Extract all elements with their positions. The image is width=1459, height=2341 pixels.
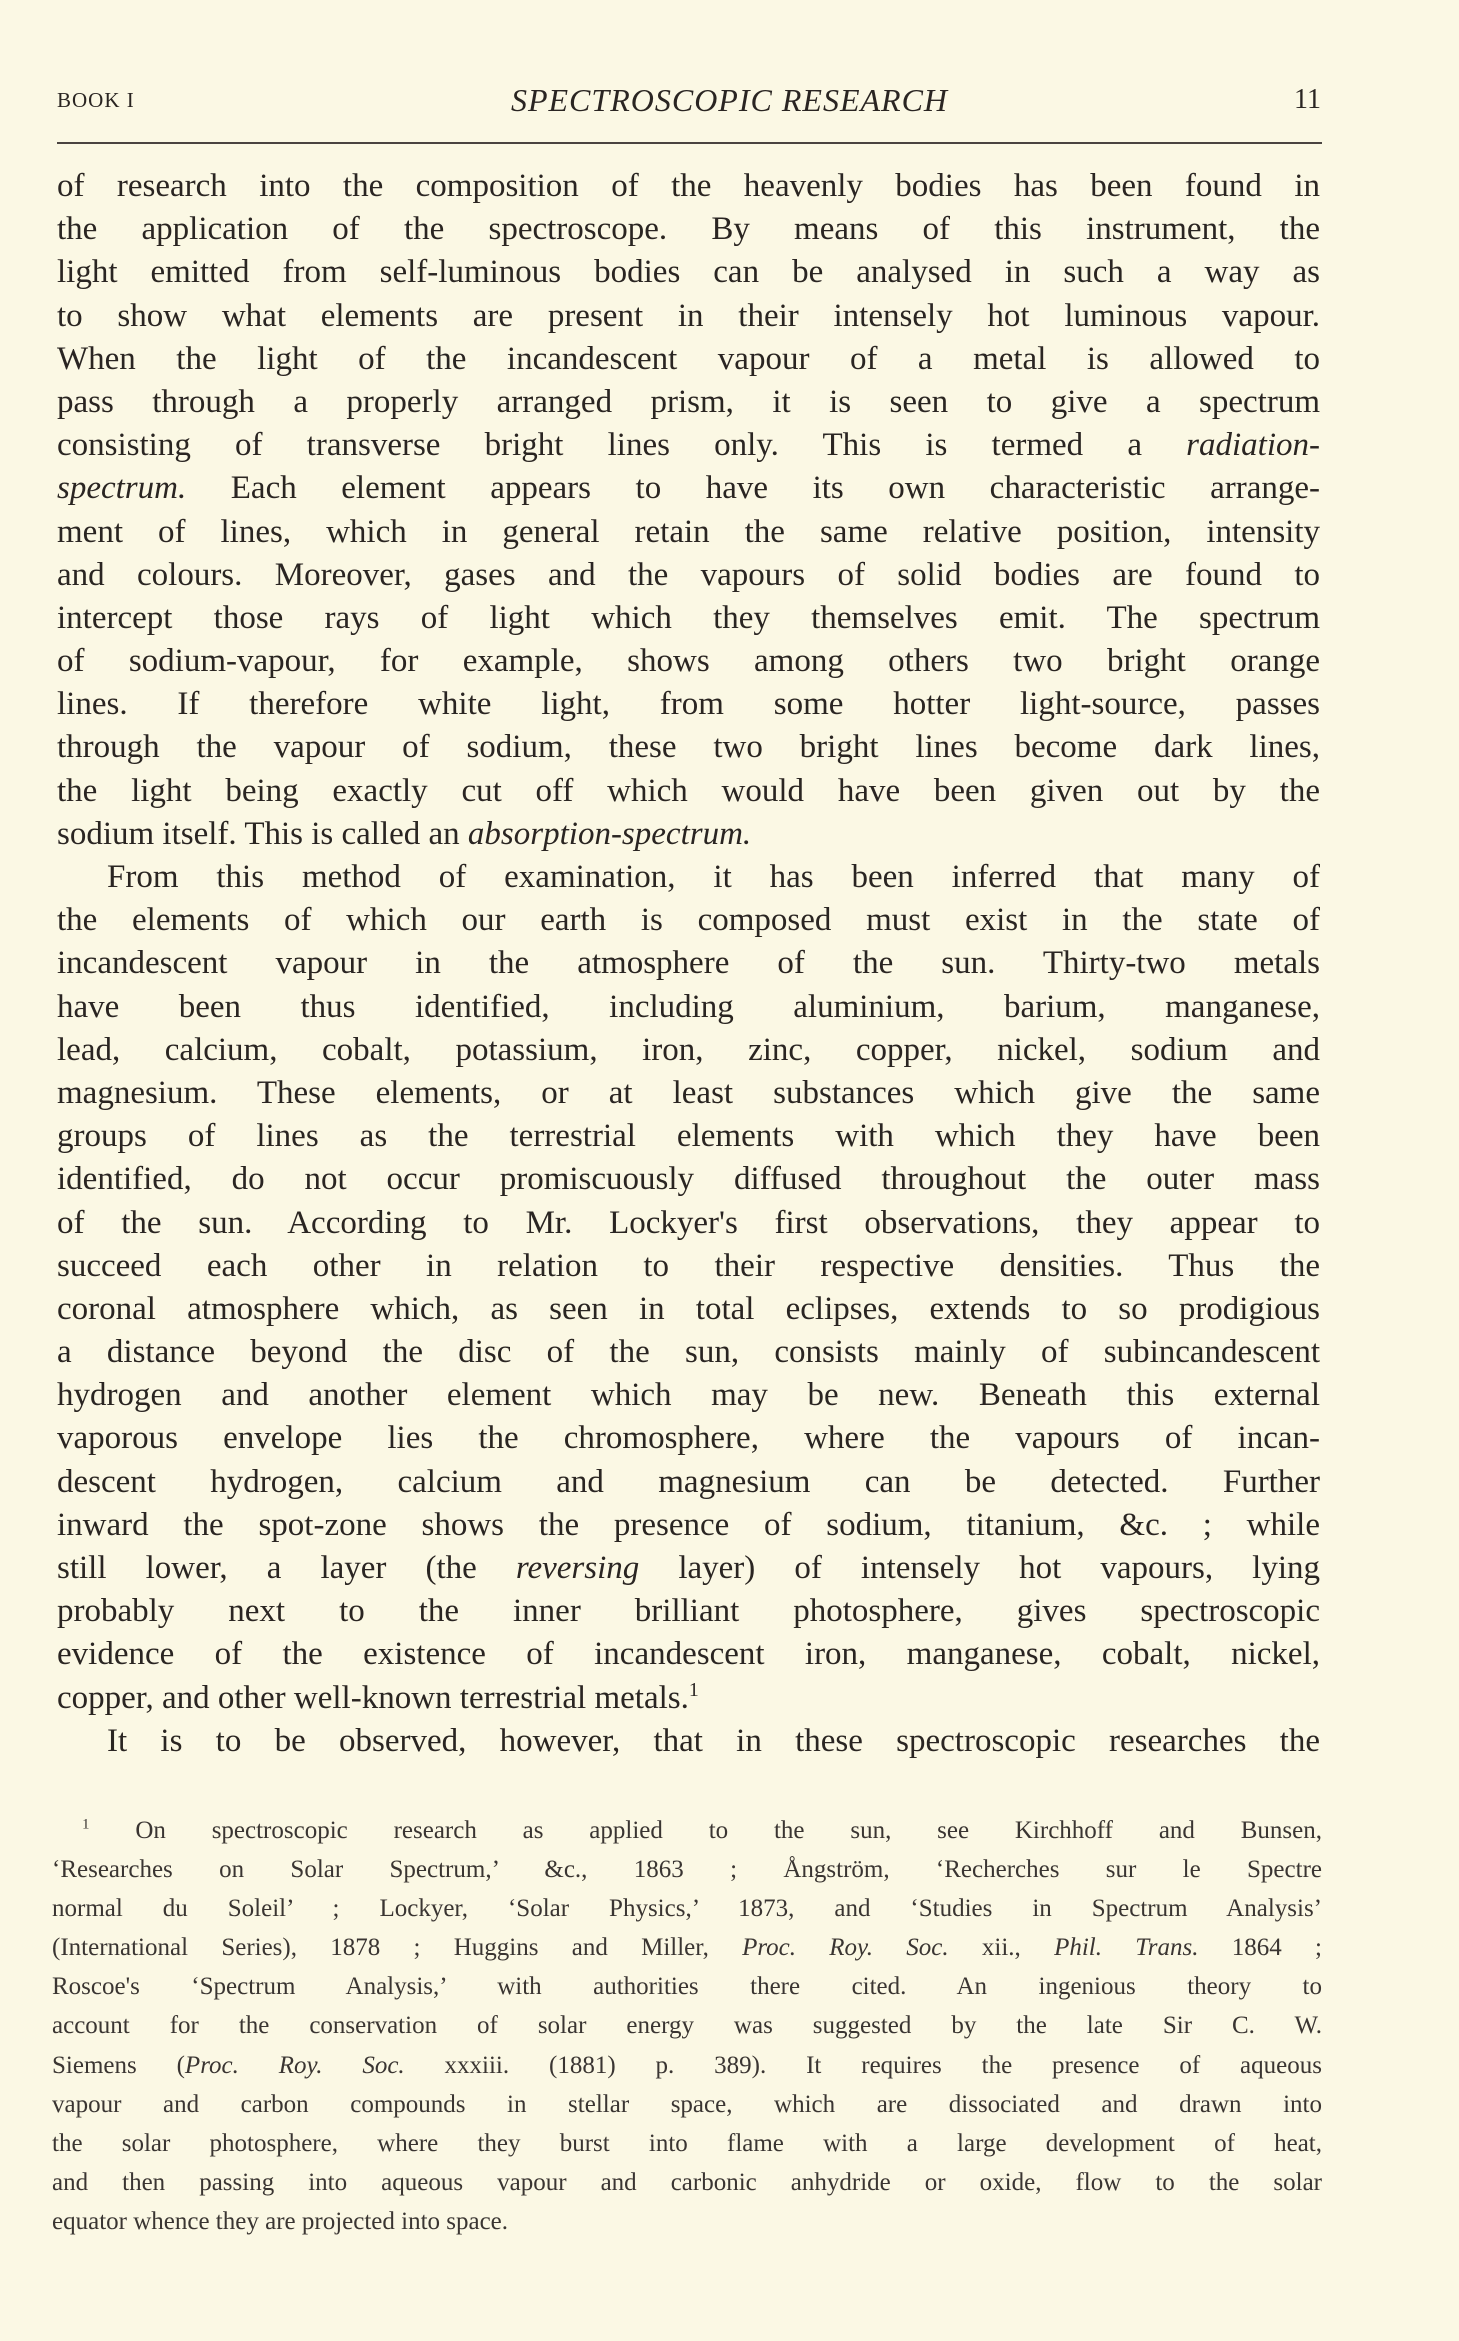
body-text — [57, 165, 1320, 1763]
text-run: pass through a properly arranged prism, it is seen to give a spectrum — [57, 383, 1320, 420]
body-line — [57, 251, 1320, 294]
text-run: intercept those rays of light which they themselves emit. The spectrum — [57, 599, 1320, 636]
body-line — [57, 813, 1320, 856]
text-run: and colours. Moreover, gases and the vapours of solid bodies are found to — [57, 556, 1320, 593]
body-line — [57, 1417, 1320, 1460]
body-line — [57, 726, 1320, 769]
footnote-line — [52, 1811, 1322, 1850]
body-line — [57, 1072, 1320, 1115]
text-run: a distance beyond the disc of the sun, consists mainly of subincandescent — [57, 1334, 1320, 1371]
running-head-title: SPECTROSCOPIC RESEARCH — [510, 82, 949, 118]
body-line — [57, 208, 1320, 251]
text-run: through the vapour of sodium, these two bright lines become dark lines, — [57, 729, 1320, 766]
body-line — [57, 381, 1320, 424]
body-line — [57, 338, 1320, 381]
text-run: probably next to the inner brilliant photosphere, gives spectroscopic — [57, 1593, 1320, 1630]
text-run: (International Series), 1878 ; Huggins and Miller, — [52, 1934, 743, 1962]
footnote-line — [52, 1850, 1322, 1889]
body-line — [57, 554, 1320, 597]
text-run: xii., — [948, 1934, 1055, 1962]
footnote-line — [52, 1967, 1322, 2006]
text-run: consisting of transverse bright lines only. This is termed a — [57, 427, 1187, 464]
body-line — [57, 1245, 1320, 1288]
italic-text: radiation- — [1186, 427, 1320, 464]
page-number: 11 — [1294, 84, 1321, 115]
footnote-line — [52, 2124, 1322, 2163]
text-run: Siemens ( — [52, 2051, 185, 2079]
footnote-line — [52, 2006, 1322, 2045]
text-run: the solar photosphere, where they burst into flame with a large development of heat, — [52, 2129, 1322, 2157]
running-head-book: BOOK I — [57, 88, 135, 112]
body-line — [57, 165, 1320, 208]
italic-text: Phil. Trans. — [1054, 1934, 1199, 1962]
body-line — [57, 1029, 1320, 1072]
body-line — [57, 1158, 1320, 1201]
text-run: normal du Soleil’ ; Lockyer, ‘Solar Physics,’ 1873, and ‘Studies in Spectrum Analysis’ — [52, 1895, 1322, 1923]
text-run: sodium itself. This is called an — [57, 815, 468, 852]
footnote-marker: 1 — [82, 1816, 90, 1833]
text-run: the elements of which our earth is composed must exist in the state of — [57, 902, 1320, 939]
body-line — [57, 899, 1320, 942]
text-run: From this method of examination, it has been inferred that many of — [107, 859, 1320, 895]
footnote-line — [52, 1928, 1322, 1967]
body-line — [57, 942, 1320, 985]
text-run: Each element appears to have its own characteristic arrange- — [186, 470, 1320, 507]
italic-text: spectrum. — [57, 470, 187, 507]
body-line — [57, 770, 1320, 813]
body-line — [57, 467, 1320, 510]
footnote-line — [52, 2163, 1322, 2202]
text-run: Roscoe's ‘Spectrum Analysis,’ with authorities there cited. An ingenious theory to — [52, 1973, 1322, 2001]
body-line — [57, 1374, 1320, 1417]
italic-text: Proc. Roy. Soc. — [184, 2051, 405, 2079]
body-line — [57, 1547, 1320, 1590]
text-run: to show what elements are present in their intensely hot luminous vapour. — [57, 297, 1320, 334]
footnote-line — [52, 1889, 1322, 1928]
text-run: vaporous envelope lies the chromosphere, where the vapours of incan- — [57, 1420, 1320, 1457]
text-run: layer) of intensely hot vapours, lying — [639, 1550, 1320, 1586]
text-run: ment of lines, which in general retain the same relative position, intensity — [57, 513, 1320, 550]
text-run: the light being exactly cut off which would have been given out by the — [57, 772, 1320, 809]
body-line — [57, 424, 1320, 467]
italic-text: Proc. Roy. Soc. — [742, 1934, 949, 1962]
body-line — [57, 986, 1320, 1029]
text-run: of the sun. According to Mr. Lockyer's first observations, they appear to — [57, 1204, 1320, 1241]
text-run: hydrogen and another element which may be new. Beneath this external — [57, 1377, 1320, 1414]
text-run: succeed each other in relation to their respective densities. Thus the — [57, 1247, 1320, 1284]
footnote-marker: 1 — [688, 1678, 699, 1701]
text-run: xxxiii. (1881) p. 389). It requires the presence of aqueous — [404, 2051, 1322, 2079]
italic-text: absorption-spectrum. — [467, 815, 752, 852]
text-run: incandescent vapour in the atmosphere of the sun. Thirty-two metals — [57, 945, 1320, 982]
footnote-line — [52, 2202, 1322, 2241]
text-run: magnesium. These elements, or at least substances which give the same — [57, 1074, 1320, 1111]
text-run: When the light of the incandescent vapour of a metal is allowed to — [57, 340, 1320, 377]
text-run: have been thus identified, including aluminium, barium, manganese, — [57, 988, 1320, 1025]
body-line — [57, 1720, 1320, 1763]
body-line — [57, 1461, 1320, 1504]
text-run: groups of lines as the terrestrial elements with which they have been — [57, 1118, 1320, 1155]
text-run: vapour and carbon compounds in stellar space, which are dissociated and drawn into — [52, 2090, 1322, 2118]
text-run: still lower, a layer (the — [57, 1550, 516, 1586]
text-run: It is to be observed, however, that in these spectroscopic researches the — [107, 1722, 1320, 1759]
body-line — [57, 1331, 1320, 1374]
text-run: coronal atmosphere which, as seen in total eclipses, extends to so prodigious — [57, 1290, 1320, 1327]
body-line — [57, 1202, 1320, 1245]
body-line — [57, 1115, 1320, 1158]
body-line — [57, 1633, 1320, 1676]
text-run: lead, calcium, cobalt, potassium, iron, zinc, copper, nickel, sodium and — [57, 1031, 1320, 1068]
footnote-line — [52, 2046, 1322, 2085]
text-run: On spectroscopic research as applied to the sun, see Kirchhoff and Bunsen, — [89, 1817, 1322, 1844]
body-line — [57, 597, 1320, 640]
footnote-line — [52, 2085, 1322, 2124]
italic-text: reversing — [515, 1550, 640, 1586]
text-run: descent hydrogen, calcium and magnesium can be detected. Further — [57, 1463, 1320, 1500]
text-run: the application of the spectroscope. By means of this instrument, the — [57, 211, 1320, 248]
body-line — [57, 295, 1320, 338]
text-run: lines. If therefore white light, from some hotter light-source, passes — [57, 686, 1320, 723]
text-run: and then passing into aqueous vapour and carbonic anhydride or oxide, flow to the solar — [52, 2168, 1322, 2196]
text-run: identified, do not occur promiscuously diffused throughout the outer mass — [57, 1161, 1320, 1198]
text-run: evidence of the existence of incandescent iron, manganese, cobalt, nickel, — [57, 1636, 1320, 1673]
footnote — [52, 1811, 1322, 2241]
text-run: account for the conservation of solar energy was suggested by the late Sir C. W. — [52, 2012, 1322, 2040]
body-line — [57, 1590, 1320, 1633]
text-run: 1864 ; — [1198, 1934, 1322, 1962]
text-run: of research into the composition of the heavenly bodies has been found in — [57, 168, 1320, 204]
body-line — [57, 683, 1320, 726]
text-run: copper, and other well-known terrestrial metals. — [57, 1679, 689, 1716]
body-line — [57, 1288, 1320, 1331]
body-line — [57, 511, 1320, 554]
text-run: equator whence they are projected into space. — [52, 2207, 509, 2235]
body-line — [57, 640, 1320, 683]
text-run: ‘Researches on Solar Spectrum,’ &c., 1863 ; Ångström, ‘Recherches sur le Spectre — [52, 1856, 1322, 1884]
text-run: inward the spot-zone shows the presence of sodium, titanium, &c. ; while — [57, 1506, 1320, 1543]
header-rule — [57, 142, 1322, 144]
text-run: light emitted from self-luminous bodies can be analysed in such a way as — [57, 254, 1320, 291]
body-line — [57, 1504, 1320, 1547]
text-run: of sodium-vapour, for example, shows among others two bright orange — [57, 643, 1320, 680]
body-line — [57, 1677, 1320, 1720]
body-line — [57, 856, 1320, 899]
